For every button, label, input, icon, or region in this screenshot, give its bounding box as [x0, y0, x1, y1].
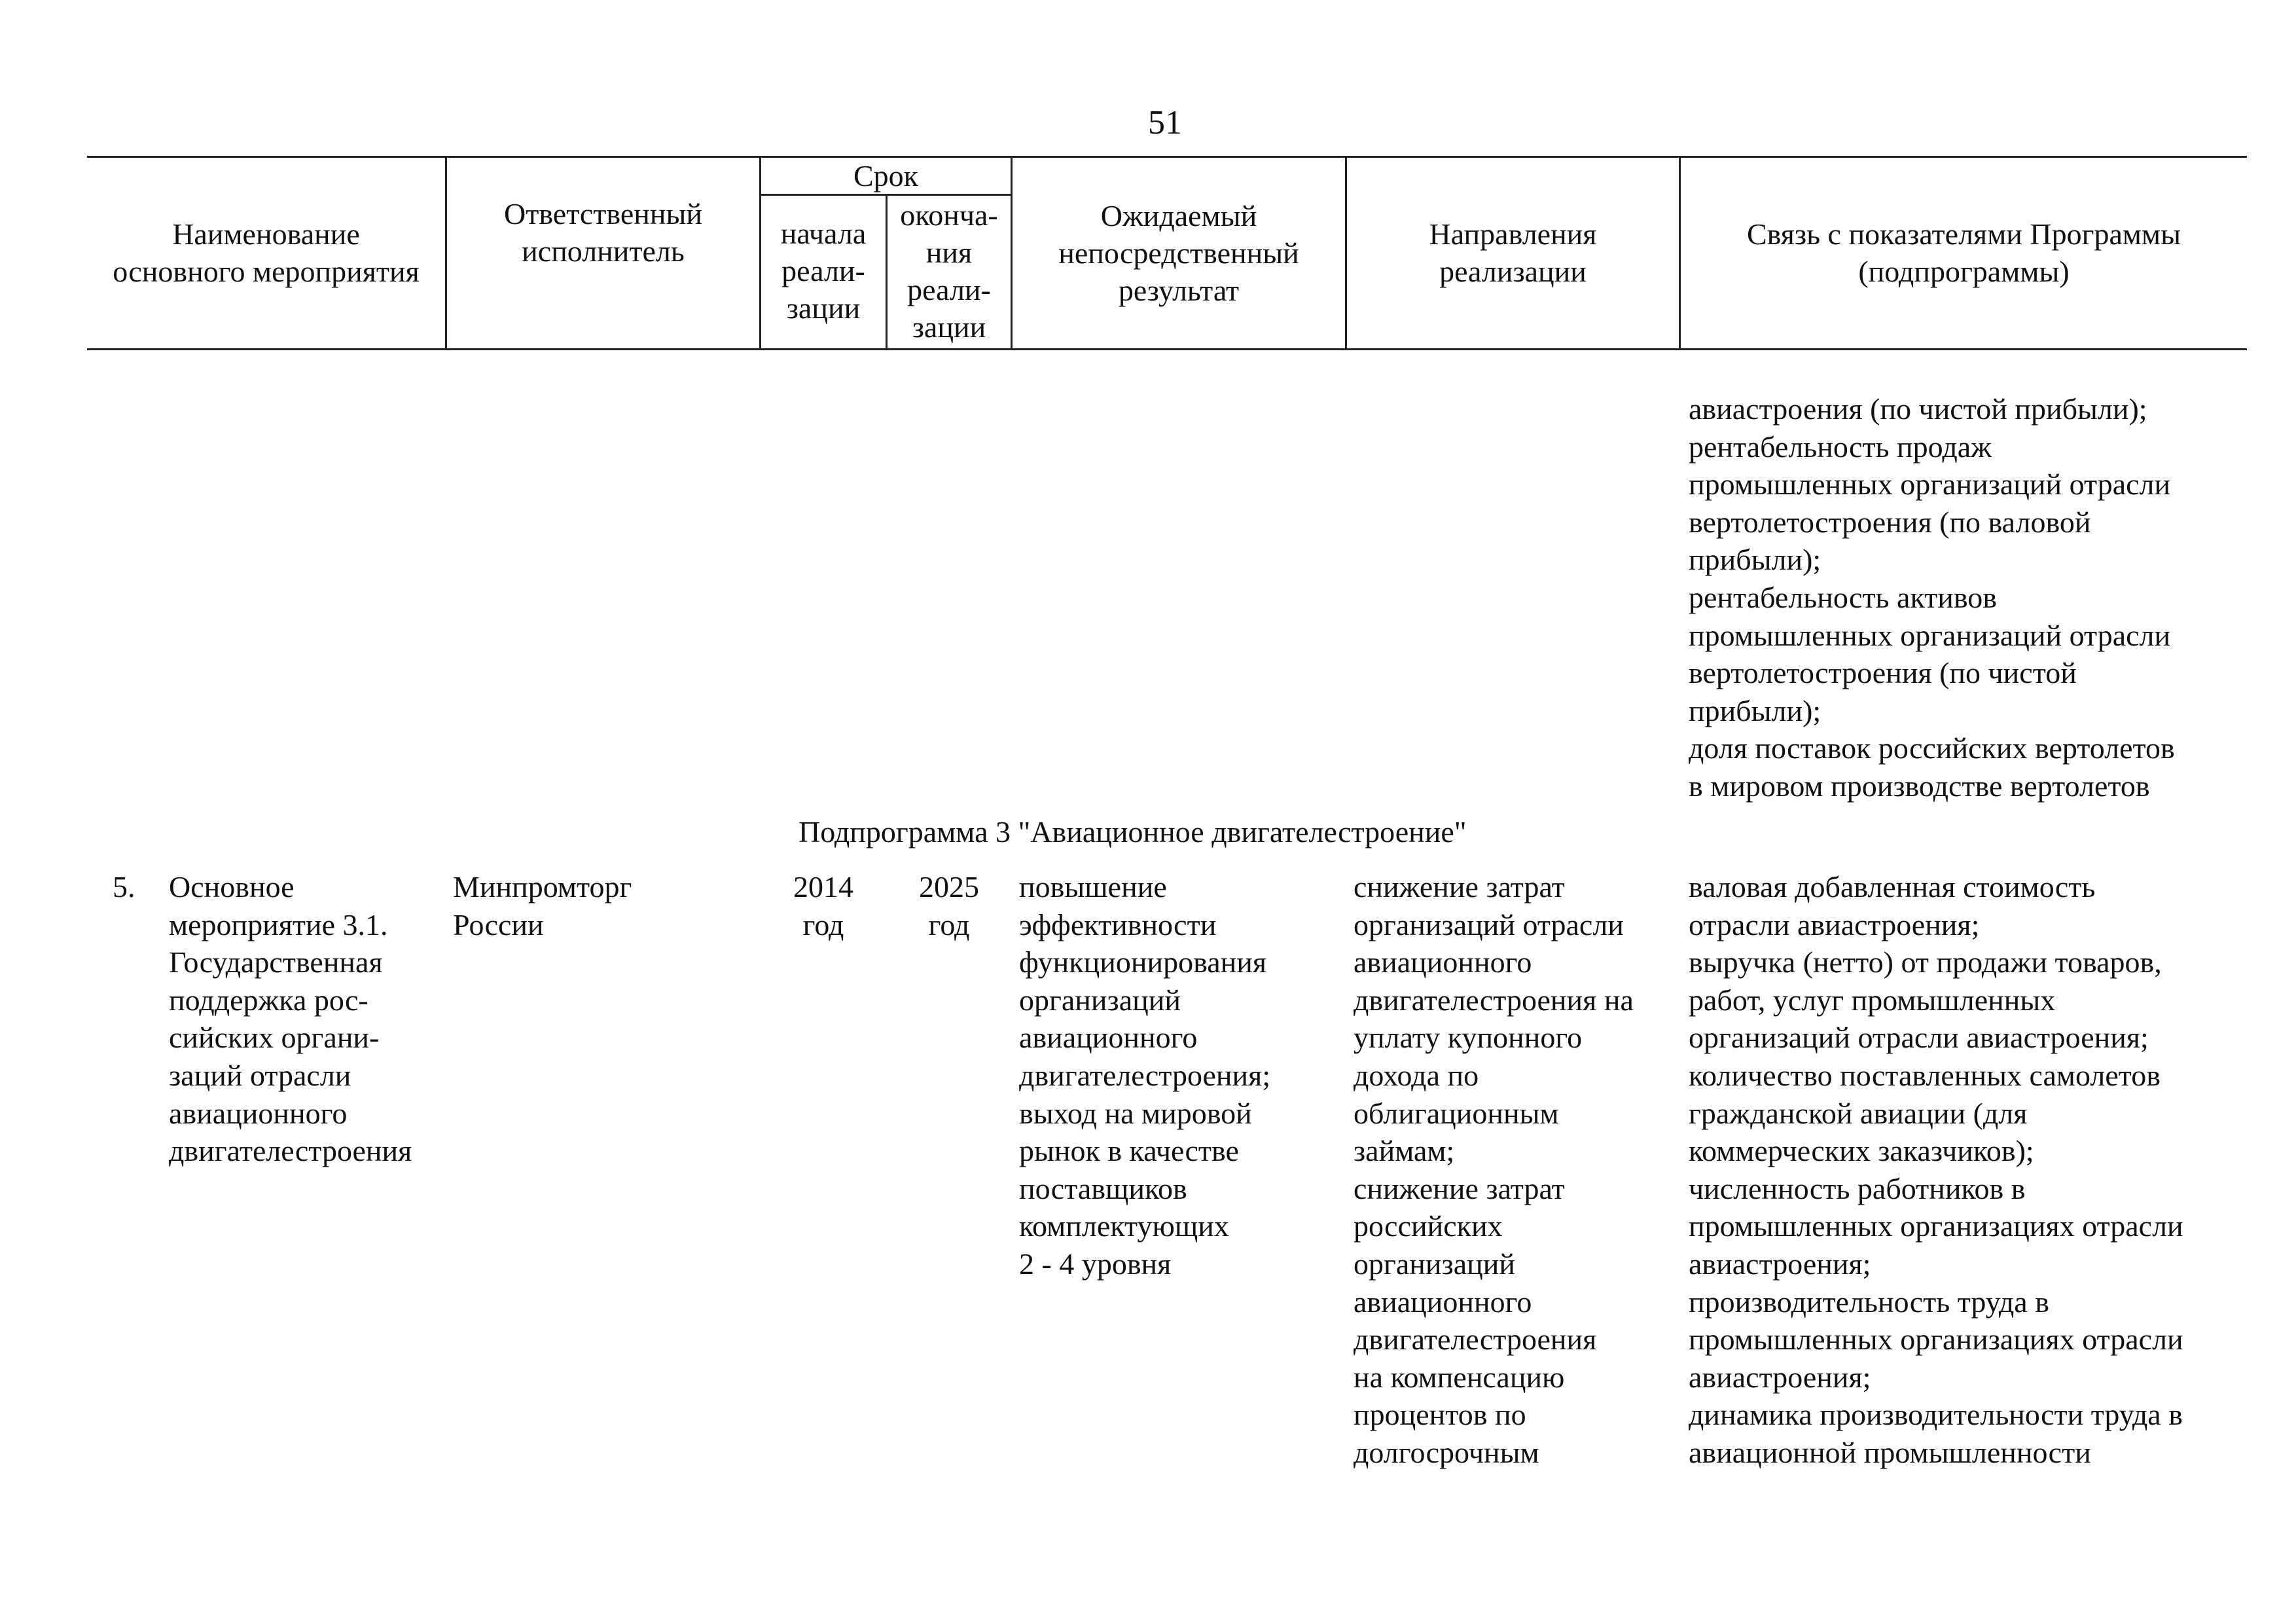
header-term: Срок	[853, 158, 919, 192]
header-end: оконча- ния реали- зации	[900, 198, 998, 344]
header-result: Ожидаемый непосредственный результат	[1058, 198, 1299, 307]
header-name: Наименование основного мероприятия	[113, 217, 420, 288]
row-end: 2025 год	[919, 870, 979, 941]
header-executor: Ответственный исполнитель	[504, 197, 702, 268]
header-indicators: Связь с показателями Программы (подпрограммы)	[1746, 217, 2181, 288]
page-number: 51	[1148, 104, 1182, 141]
row-name: Основное мероприятие 3.1. Государственная поддержка рос- сийских органи- заций отрасли авиационного двигателестроения	[169, 870, 412, 1168]
continued-indicators: авиастроения (по чистой прибыли); рентабельность продаж промышленных организаций отрасли вертолетостроения (по валовой прибыли); рентабельность активов промышленных организаций отрасли вертолетостроения (по чистой прибыли); доля поставок российских вертолетов в мировом производстве вертолетов	[1689, 392, 2175, 803]
subprogram-title: Подпрограмма 3 "Авиационное двигателестроение"	[798, 815, 1467, 848]
row-start: 2014 год	[793, 870, 853, 941]
row-result: повышение эффективности функционирования организаций авиационного двигателестроения; выход на мировой рынок в качестве поставщиков комплектующих 2 - 4 уровня	[1019, 870, 1271, 1281]
row-executor: Минпромторг России	[453, 870, 632, 941]
row-directions: снижение затрат организаций отрасли авиационного двигателестроения на уплату купонного дохода по облигационным займам; снижение затрат российских организаций авиационного двигателестроения на компенсацию процентов по долгосрочным	[1354, 870, 1634, 1469]
header-start: начала реали- зации	[780, 217, 867, 325]
row-number: 5.	[113, 870, 135, 903]
row-indicators: валовая добавленная стоимость отрасли авиастроения; выручка (нетто) от продажи товаров, работ, услуг промышленных организаций отрасли авиастроения; количество поставленных самолетов гражданской авиации (для коммерческих заказчиков); численность работников в промышленных организациях отрасли авиастроения; производительность труда в промышленных организациях отрасли авиастроения; динамика производительности труда в авиационной промышленности	[1689, 870, 2183, 1469]
table-header-bottom-rule	[87, 348, 2247, 350]
header-directions: Направления реализации	[1429, 217, 1597, 288]
